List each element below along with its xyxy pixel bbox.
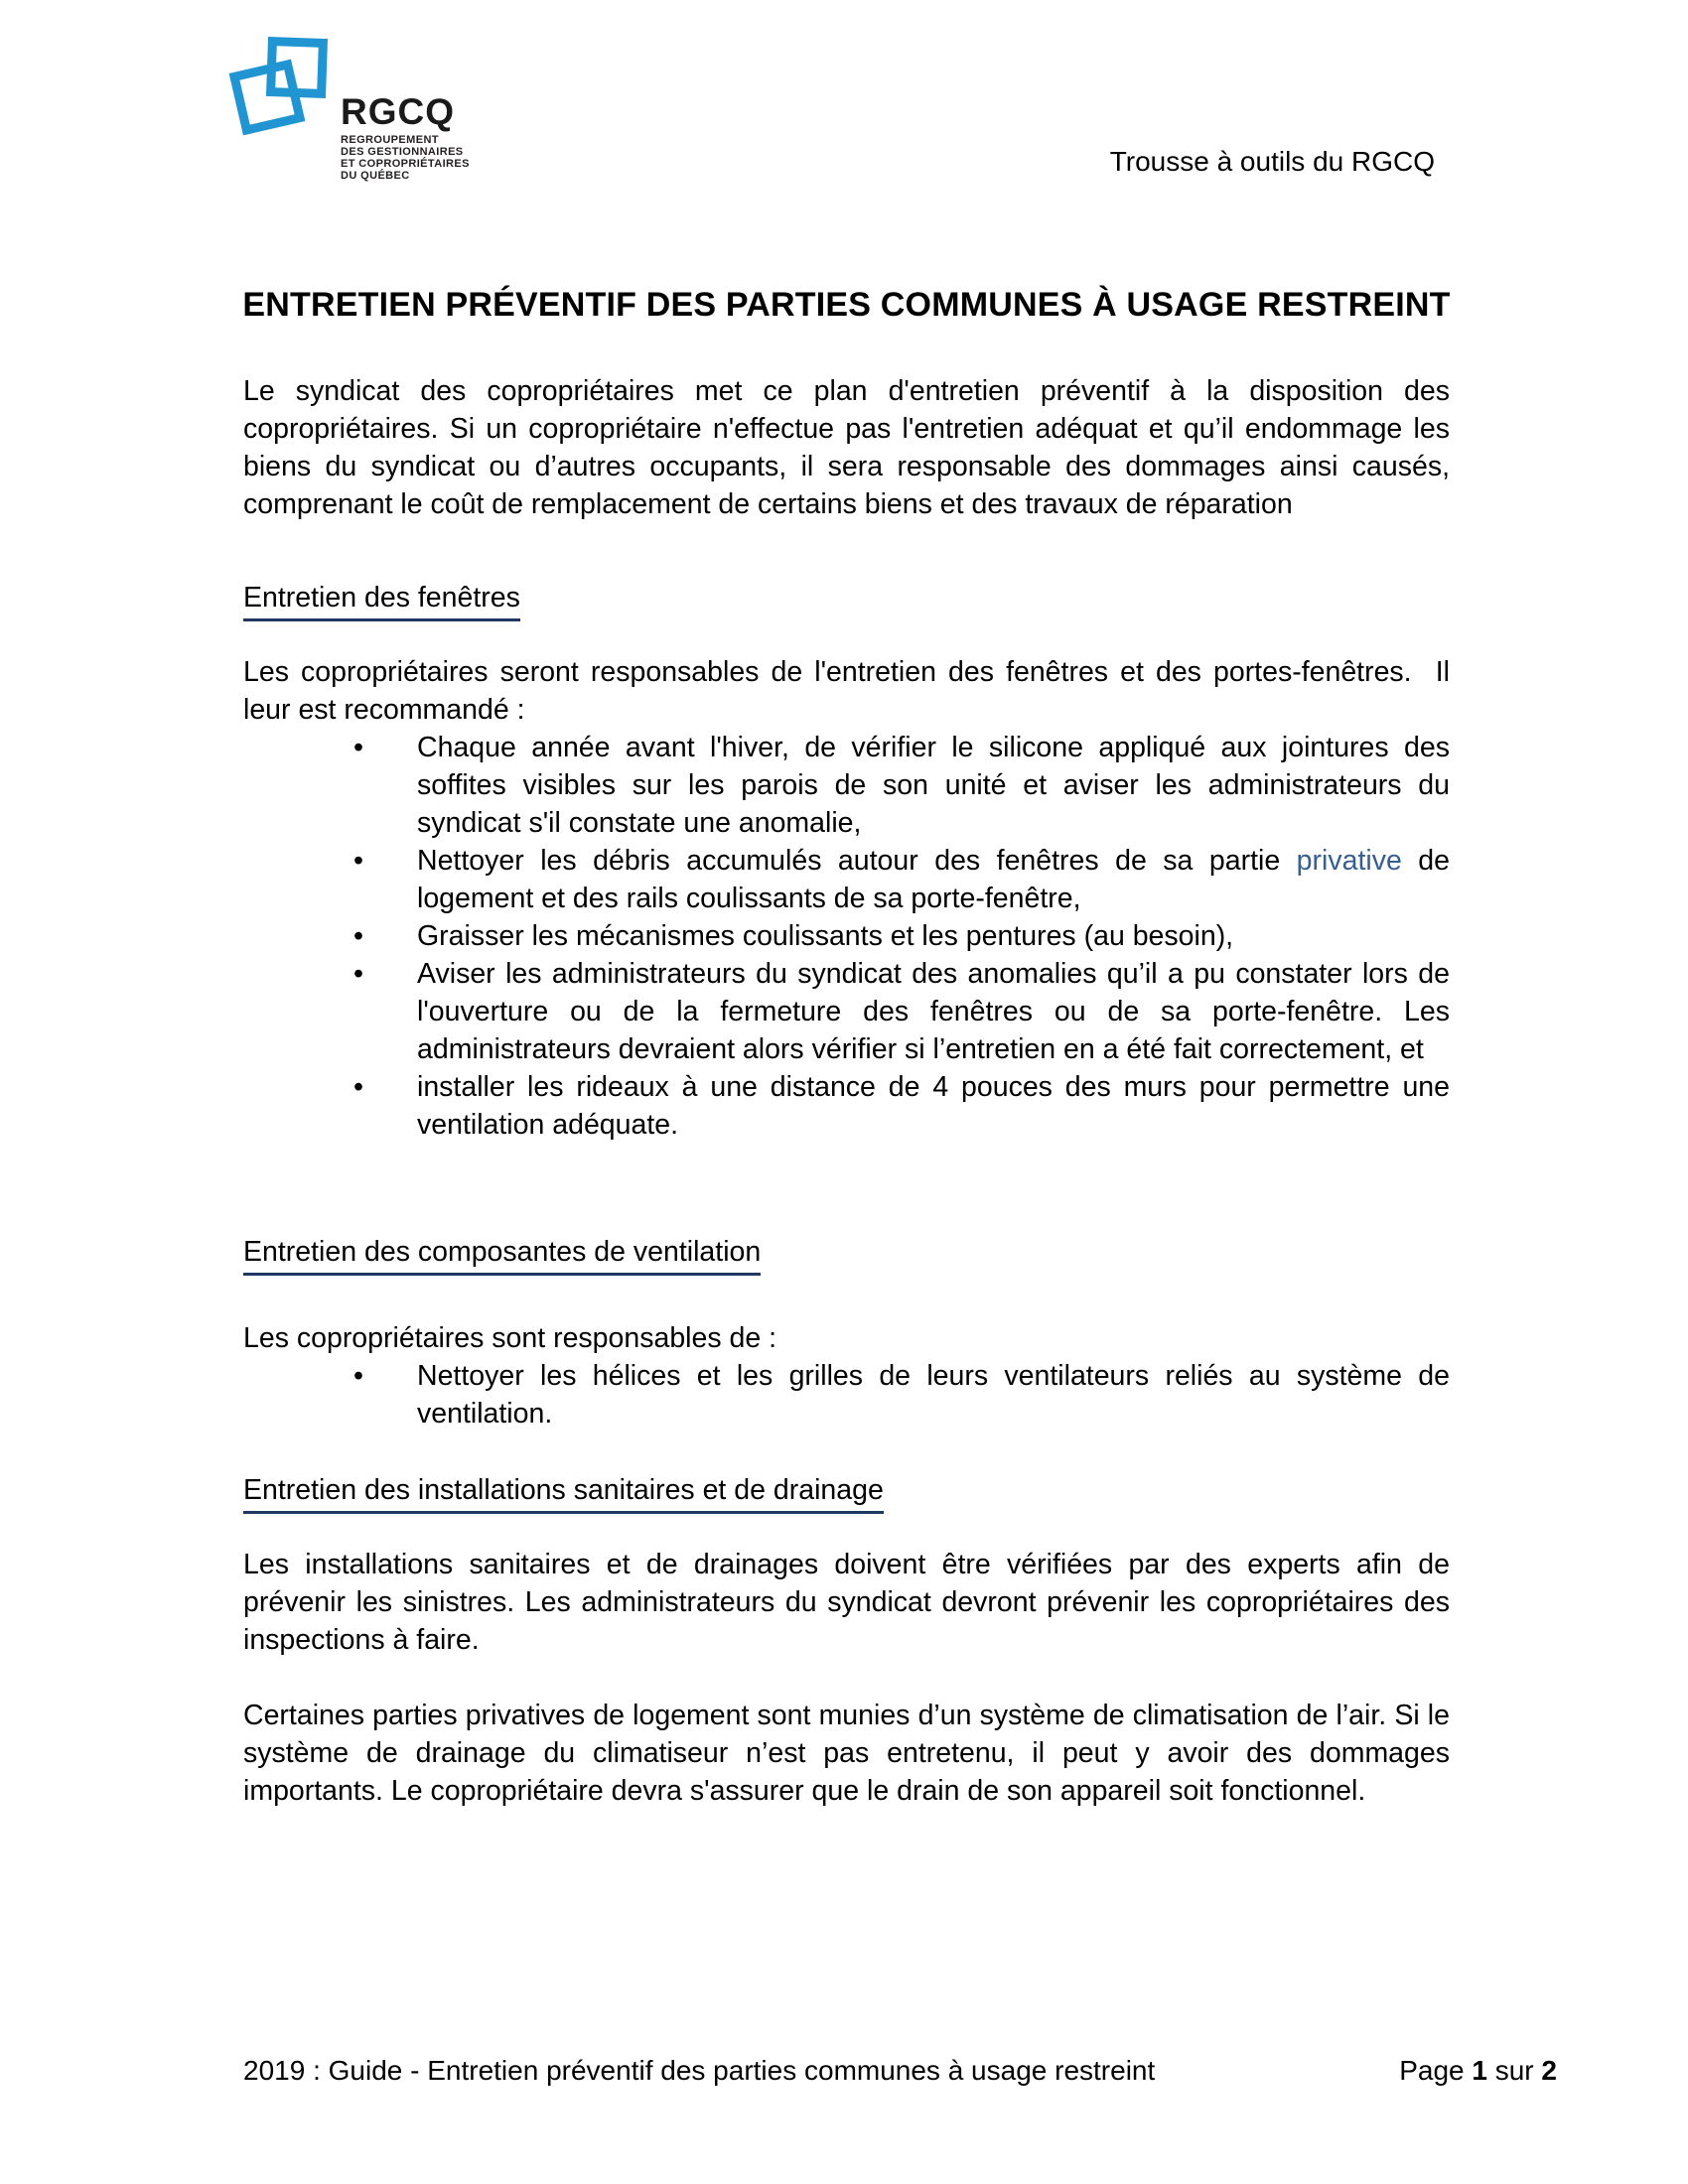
bullet-text: Aviser les administrateurs du syndicat des anomalies qu’il a pu constater lors de l'ouverture ou de la fermeture des fenêtres ou de sa porte-fenêtre. Les administrateurs devraient alors vérifier si l’entretien en a été fait correctement, et [417,958,1450,1065]
bullet-text: de logement et des rails coulissants de sa porte-fenêtre, [417,845,1450,914]
bullet-text: Nettoyer les débris accumulés autour des fenêtres de sa partie [417,845,1297,877]
logo-tagline-line: REGROUPEMENT [341,134,439,146]
bullet-item [243,1068,1450,1144]
bullet-text: Chaque année avant l'hiver, de vérifier le silicone appliqué aux jointures des soffites visibles sur les parois de son unité et aviser les administrateurs du syndicat s'il constate une anomalie, [417,732,1450,839]
section-heading-text: Entretien des composantes de ventilation [243,1233,761,1276]
toolkit-header-label: Trousse à outils du RGCQ [1109,146,1435,177]
ventilation-bullet-list [243,1357,1450,1433]
page-footer [243,2053,1557,2089]
section-heading-text: Entretien des installations sanitaires et de drainage [243,1471,884,1514]
footer-page-word: Page [1399,2055,1473,2086]
fenetres-bullet-list [243,729,1450,1144]
bullet-item [243,917,1450,955]
footer-page-sep: sur [1486,2055,1542,2086]
bullet-item [243,729,1450,842]
bullet-text: Graisser les mécanismes coulissants et les pentures (au besoin), [417,920,1234,952]
logo-acronym: RGCQ [341,91,455,132]
section-fenetres-heading [243,579,1450,621]
bullet-text: Nettoyer les hélices et les grilles de leurs ventilateurs reliés au système de ventilation. [417,1360,1450,1430]
logo-tagline-line: DES GESTIONNAIRES [341,146,464,158]
logo-tagline-line: ET COPROPRIÉTAIRES [341,158,470,170]
section-ventilation-intro: Les copropriétaires sont responsables de : [243,1322,777,1354]
section-fenetres-intro: Les copropriétaires seront responsables de l'entretien des fenêtres et des portes-fenêtres. Il leur est recommandé : [243,656,1450,726]
section-heading-text: Entretien des fenêtres [243,579,520,621]
footer-page-number: 1 [1472,2055,1487,2086]
highlight-privative: privative [1296,845,1402,877]
footer-page-indicator [1399,2053,1557,2089]
page-title: ENTRETIEN PRÉVENTIF DES PARTIES COMMUNES À USAGE RESTREINT [242,286,1451,324]
section-ventilation-heading [243,1233,1450,1276]
intro-paragraph: Le syndicat des copropriétaires met ce plan d'entretien préventif à la disposition des copropriétaires. Si un copropriétaire n'effectue pas l'entretien adéquat et qu’il endommage les biens du syndicat ou d’autres occupants, il sera responsable des dommages ainsi causés, comprenant le coût de remplacement de certains biens et des travaux de réparation [243,375,1450,520]
section-sanitaires-heading [243,1471,1450,1514]
bullet-item [243,842,1450,917]
footer-doc-title: 2019 : Guide - Entretien préventif des parties communes à usage restreint [243,2055,1156,2086]
bullet-item [243,955,1450,1068]
footer-page-total: 2 [1541,2055,1557,2086]
bullet-item [243,1357,1450,1433]
body-paragraph-sanitaires: Les installations sanitaires et de drainages doivent être vérifiées par des experts afin de prévenir les sinistres. Les administrateurs du syndicat devront prévenir les copropriétaires des inspections à faire. [243,1549,1450,1656]
bullet-text: installer les rideaux à une distance de 4 pouces des murs pour permettre une ventilation adéquate. [417,1071,1450,1141]
logo-tagline-line: DU QUÉBEC [341,170,410,182]
document-content [243,0,1450,1810]
body-paragraph-climatisation: Certaines parties privatives de logement sont munies d’un système de climatisation de l’air. Si le système de drainage du climatiseur n’est pas entretenu, il peut y avoir des dommages importants. Le copropriétaire devra s'assurer que le drain de son appareil soit fonctionnel. [243,1700,1450,1807]
